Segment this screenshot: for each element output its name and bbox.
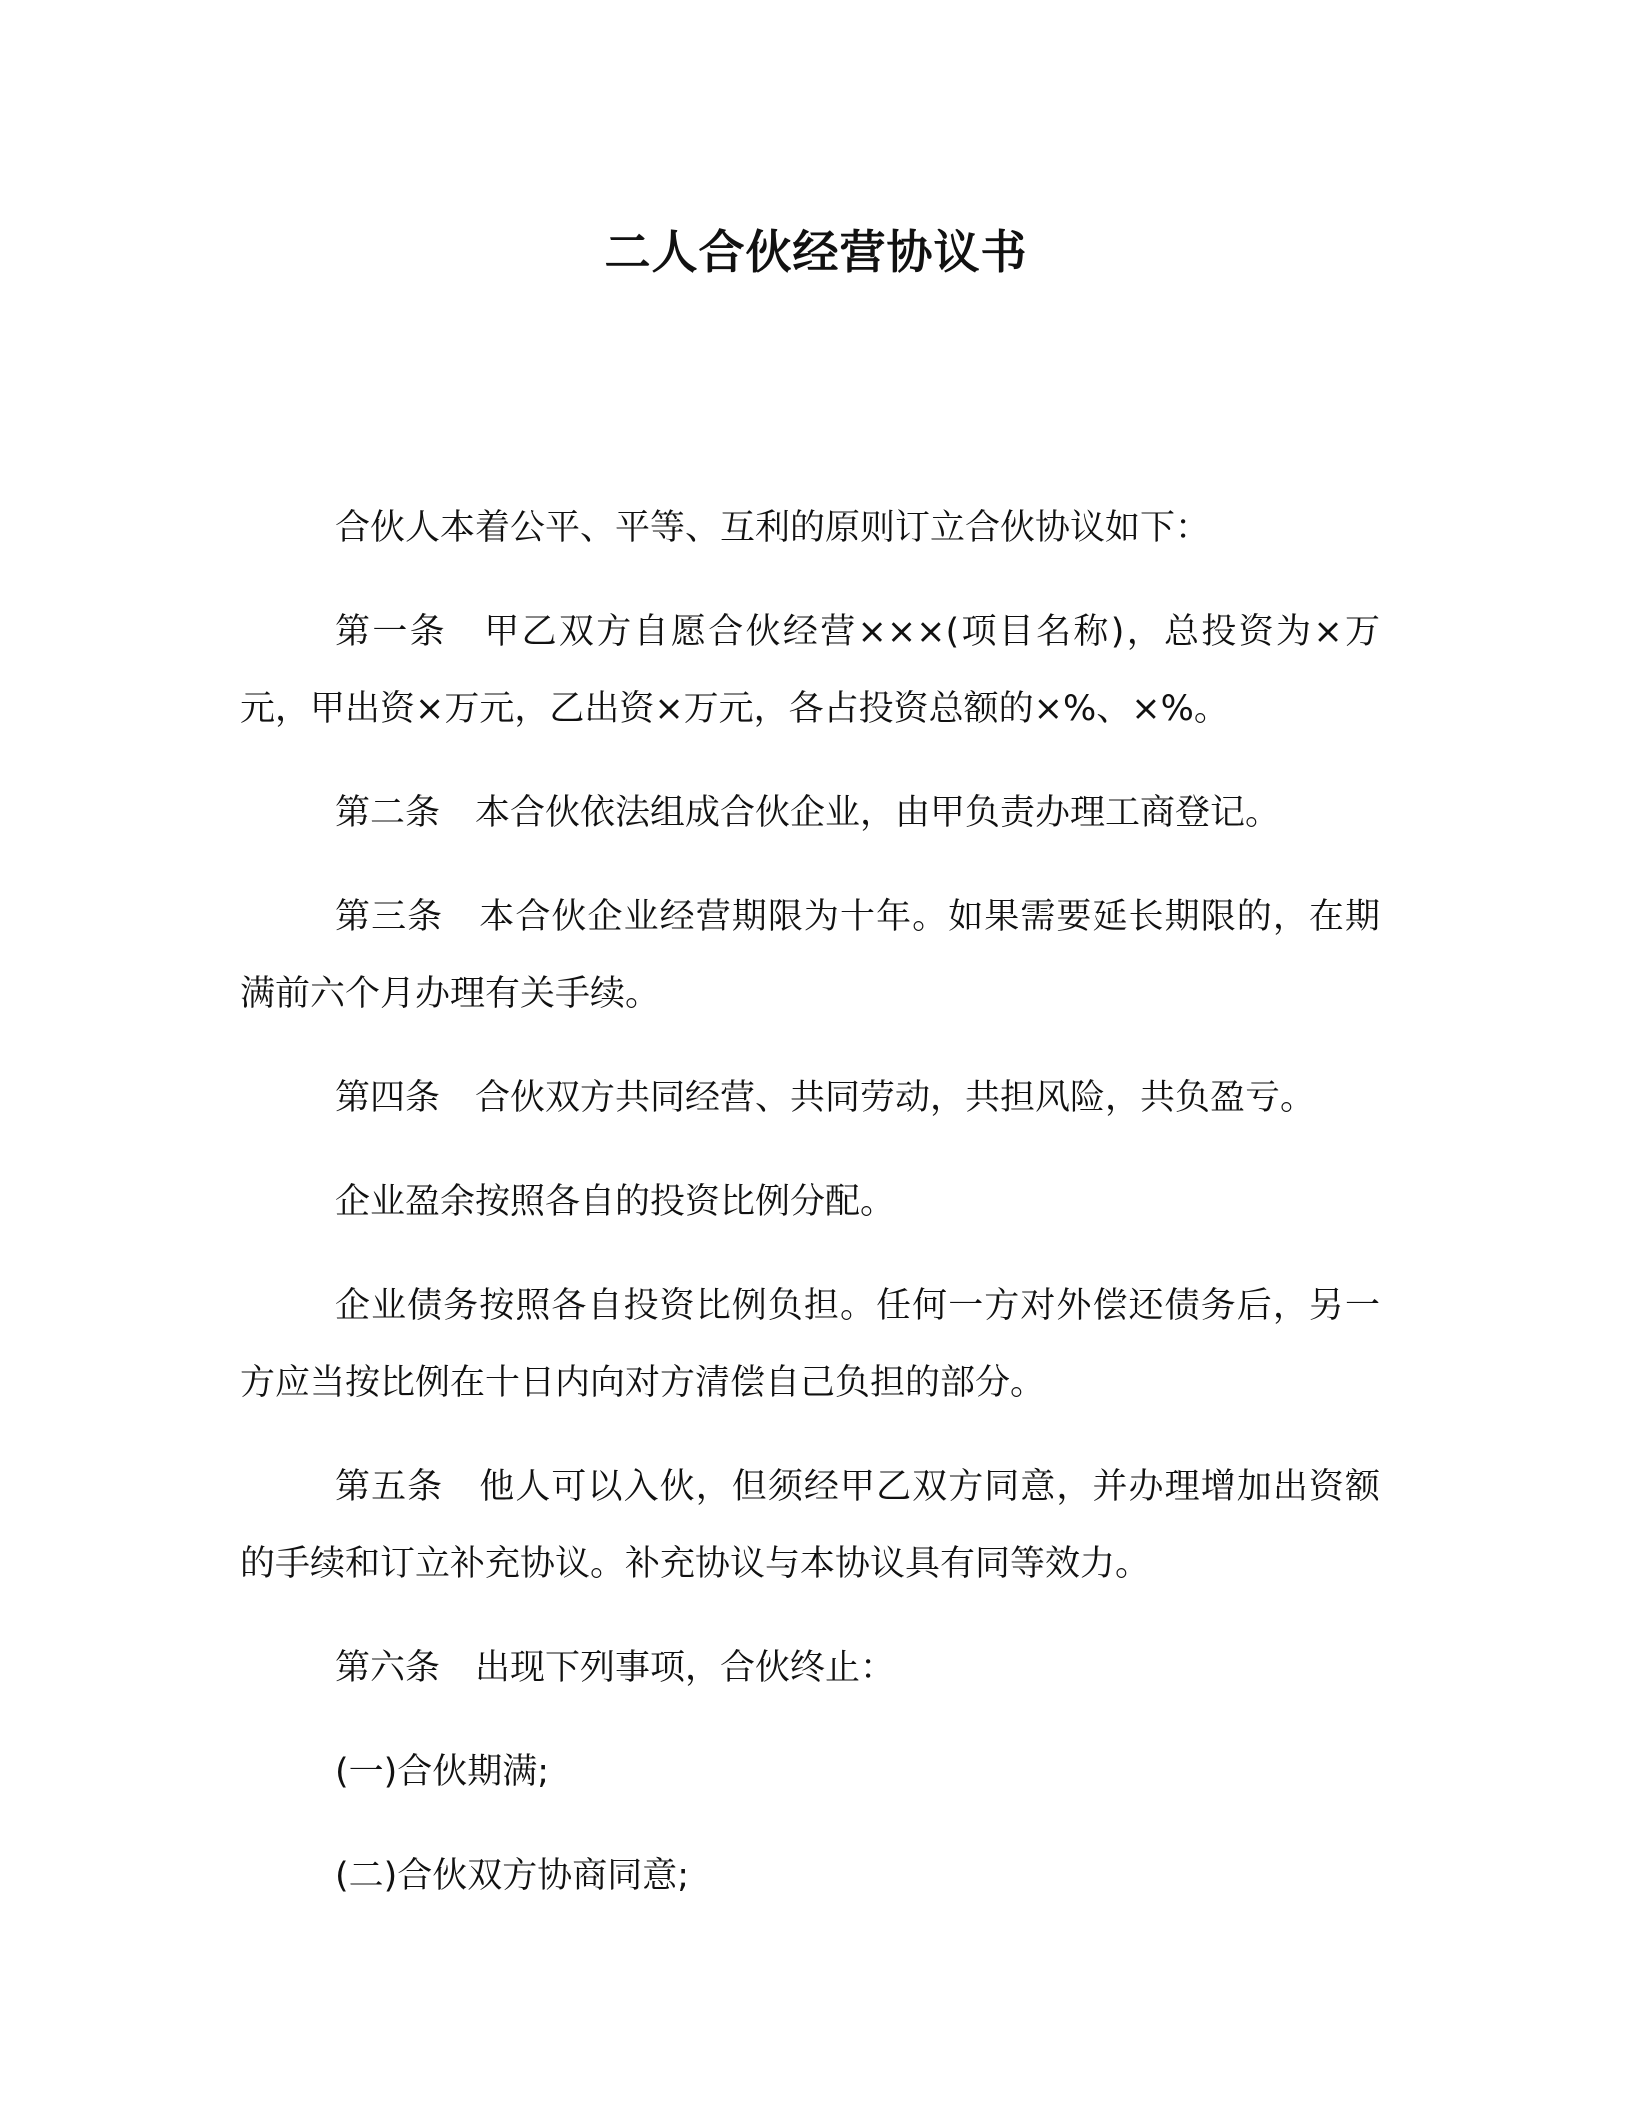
paragraph-debt-liability: 企业债务按照各自投资比例负担。任何一方对外偿还债务后，另一方应当按比例在十日内向对方清偿自己负担的部分。 bbox=[240, 1286, 1380, 1403]
paragraph-article-3: 第三条 本合伙企业经营期限为十年。如果需要延长期限的，在期满前六个月办理有关手续。 bbox=[240, 897, 1380, 1014]
document-title: 二人合伙经营协议书 bbox=[604, 225, 1028, 279]
paragraph-article-1: 第一条 甲乙双方自愿合伙经营×××(项目名称)，总投资为×万元，甲出资×万元，乙出资×万元，各占投资总额的×%、×%。 bbox=[240, 612, 1380, 729]
list-item-termination-1: (一)合伙期满; bbox=[335, 1752, 550, 1792]
paragraph-preamble: 合伙人本着公平、平等、互利的原则订立合伙协议如下： bbox=[335, 508, 1211, 548]
document-body bbox=[240, 490, 1380, 1942]
paragraph-article-5: 第五条 他人可以入伙，但须经甲乙双方同意，并办理增加出资额的手续和订立补充协议。补充协议与本协议具有同等效力。 bbox=[240, 1467, 1380, 1584]
list-item-termination-2: (二)合伙双方协商同意; bbox=[335, 1856, 690, 1896]
paragraph-article-6: 第六条 出现下列事项，合伙终止： bbox=[335, 1648, 896, 1688]
paragraph-article-4: 第四条 合伙双方共同经营、共同劳动，共担风险，共负盈亏。 bbox=[335, 1078, 1316, 1118]
paragraph-article-2: 第二条 本合伙依法组成合伙企业，由甲负责办理工商登记。 bbox=[335, 793, 1281, 833]
paragraph-profit-distribution: 企业盈余按照各自的投资比例分配。 bbox=[335, 1182, 896, 1222]
